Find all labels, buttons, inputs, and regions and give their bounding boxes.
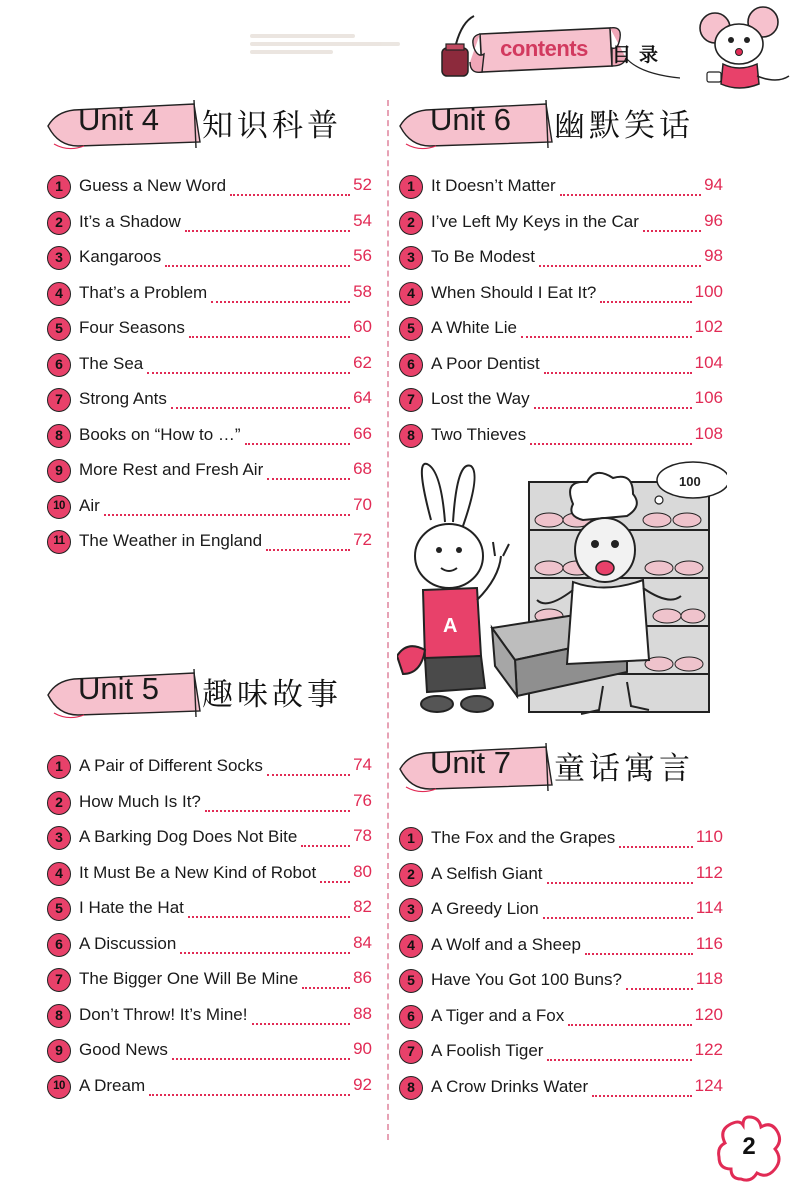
toc-entry[interactable] [47, 823, 372, 859]
dot-leader [230, 176, 350, 196]
entry-number-badge: 9 [47, 1039, 71, 1063]
entry-title: A Barking Dog Does Not Bite [79, 827, 298, 846]
entry-number-badge: 3 [47, 826, 71, 850]
toc-entry[interactable] [399, 966, 723, 1002]
toc-entry[interactable] [47, 930, 372, 966]
toc-entry[interactable] [47, 385, 372, 421]
entry-page-number: 58 [353, 281, 372, 301]
entry-title: A Selfish Giant [431, 863, 543, 883]
dot-leader [267, 756, 350, 776]
toc-entry[interactable] [399, 895, 723, 931]
toc-entry[interactable] [47, 421, 372, 457]
entry-page-number: 102 [694, 317, 723, 336]
toc-entry[interactable] [399, 421, 723, 457]
entry-page-number: 76 [353, 790, 372, 810]
dot-leader [320, 863, 350, 883]
entry-title: That’s a Problem [79, 282, 208, 302]
unit-6-list [399, 172, 723, 456]
unit-cn-title: 知识科普 [202, 108, 342, 144]
entry-number-badge: 6 [399, 1005, 423, 1029]
dot-leader [585, 935, 693, 955]
entry-number-badge: 5 [399, 317, 423, 341]
page-number: 2 [742, 1133, 756, 1160]
unit-4-list [47, 172, 372, 563]
entry-number-badge: 6 [47, 353, 71, 377]
entry-number-badge: 10 [47, 495, 71, 519]
unit-cn-title: 幽默笑话 [554, 108, 694, 144]
entry-title: Guess a New Word [79, 176, 227, 195]
dot-leader [267, 460, 350, 480]
contents-label: contents [500, 36, 588, 61]
entry-number-badge: 1 [47, 175, 71, 199]
entry-page-number: 122 [694, 1040, 723, 1059]
entry-title: Four Seasons [79, 318, 185, 337]
toc-entry[interactable] [399, 931, 723, 967]
toc-entry[interactable] [399, 860, 723, 896]
entry-number-badge: 1 [47, 755, 71, 779]
toc-entry[interactable] [399, 1002, 723, 1038]
entry-number-badge: 5 [399, 969, 423, 993]
dot-leader [147, 354, 350, 374]
entry-title: The Fox and the Grapes [431, 828, 616, 847]
entry-title: Kangaroos [79, 247, 162, 266]
dot-leader [172, 1040, 350, 1060]
entry-page-number: 120 [694, 1004, 723, 1024]
entry-title: I Hate the Hat [79, 898, 184, 917]
toc-entry[interactable] [47, 243, 372, 279]
entry-page-number: 88 [353, 1003, 372, 1023]
toc-entry[interactable] [47, 965, 372, 1001]
entry-page-number: 74 [353, 755, 372, 774]
entry-title: A Foolish Tiger [431, 1041, 544, 1060]
dot-leader [171, 389, 350, 409]
entry-number-badge: 7 [47, 388, 71, 412]
toc-entry[interactable] [47, 894, 372, 930]
dot-leader [266, 531, 350, 551]
entry-title: A Poor Dentist [431, 353, 540, 373]
toc-entry[interactable] [399, 243, 723, 279]
dot-leader [252, 1005, 351, 1025]
dot-leader [521, 318, 692, 338]
dot-leader [539, 247, 701, 267]
unit-7-list [399, 824, 723, 1108]
entry-page-number: 52 [353, 175, 372, 194]
entry-page-number: 108 [694, 423, 723, 443]
entry-page-number: 62 [353, 352, 372, 372]
entry-title: It Must Be a New Kind of Robot [79, 862, 317, 882]
unit-5-list [47, 752, 372, 1107]
entry-title: Strong Ants [79, 389, 167, 408]
unit-cn-title: 趣味故事 [202, 677, 342, 713]
thought-bubble-text: 100 [679, 474, 701, 489]
entry-title: It’s a Shadow [79, 211, 181, 231]
dot-leader [643, 212, 701, 232]
entry-title: To Be Modest [431, 247, 535, 266]
toc-entry[interactable] [47, 752, 372, 788]
entry-page-number: 86 [353, 968, 372, 987]
dot-leader [104, 496, 350, 516]
dot-leader [211, 283, 350, 303]
rabbit-shirt-letter: A [443, 615, 458, 637]
toc-entry[interactable] [399, 208, 723, 244]
chef-and-rabbit-illustration [397, 460, 727, 730]
entry-page-number: 96 [704, 210, 723, 230]
contents-cn-label: 目录 [612, 44, 667, 66]
toc-entry[interactable] [47, 527, 372, 563]
toc-entry[interactable] [399, 350, 723, 386]
dot-leader [301, 827, 350, 847]
toc-entry[interactable] [47, 314, 372, 350]
dot-leader [560, 176, 701, 196]
dot-leader [530, 425, 692, 445]
unit-6-header [396, 94, 726, 150]
entry-page-number: 106 [694, 388, 723, 407]
entry-title: Lost the Way [431, 389, 530, 408]
toc-entry[interactable] [47, 788, 372, 824]
entry-number-badge: 8 [47, 1004, 71, 1028]
dot-leader [189, 318, 350, 338]
entry-page-number: 98 [704, 246, 723, 265]
toc-entry[interactable] [47, 492, 372, 528]
entry-title: The Weather in England [79, 531, 263, 550]
entry-page-number: 56 [353, 246, 372, 265]
dot-leader [188, 898, 350, 918]
dot-leader [592, 1077, 692, 1097]
entry-number-badge: 1 [399, 827, 423, 851]
column-divider [387, 100, 389, 1140]
dot-leader [626, 970, 693, 990]
entry-number-badge: 4 [399, 934, 423, 958]
entry-number-badge: 8 [399, 1076, 423, 1100]
entry-title: The Bigger One Will Be Mine [79, 969, 299, 988]
toc-entry[interactable] [399, 824, 723, 860]
entry-page-number: 64 [353, 388, 372, 407]
dot-leader [547, 1041, 691, 1061]
dot-leader [600, 283, 691, 303]
entry-number-badge: 3 [399, 898, 423, 922]
entry-page-number: 110 [695, 827, 723, 846]
unit-7-header [396, 737, 726, 793]
entry-title: Have You Got 100 Buns? [431, 970, 622, 989]
toc-entry[interactable] [47, 279, 372, 315]
entry-title: More Rest and Fresh Air [79, 460, 264, 479]
dot-leader [534, 389, 692, 409]
entry-number-badge: 4 [399, 282, 423, 306]
entry-number-badge: 3 [47, 246, 71, 270]
dot-leader [543, 899, 693, 919]
entry-title: Two Thieves [431, 424, 527, 444]
unit-label: Unit 4 [78, 102, 159, 137]
entry-page-number: 78 [353, 826, 372, 845]
entry-page-number: 72 [353, 530, 372, 549]
entry-page-number: 104 [694, 352, 723, 372]
toc-entry[interactable] [399, 1037, 723, 1073]
entry-page-number: 84 [353, 932, 372, 952]
entry-number-badge: 8 [47, 424, 71, 448]
entry-title: A Tiger and a Fox [431, 1005, 565, 1025]
entry-page-number: 66 [353, 423, 372, 443]
entry-number-badge: 7 [47, 968, 71, 992]
toc-entry[interactable] [399, 385, 723, 421]
entry-number-badge: 6 [399, 353, 423, 377]
entry-number-badge: 11 [47, 530, 71, 554]
entry-page-number: 82 [353, 897, 372, 916]
entry-page-number: 90 [353, 1039, 372, 1058]
entry-title: A Discussion [79, 933, 177, 953]
toc-entry[interactable] [399, 1073, 723, 1109]
entry-page-number: 94 [704, 175, 723, 194]
entry-page-number: 60 [353, 317, 372, 336]
entry-title: A Greedy Lion [431, 899, 539, 918]
entry-page-number: 80 [353, 861, 372, 881]
entry-title: Books on “How to …” [79, 424, 241, 444]
toc-entry[interactable] [47, 1072, 372, 1108]
toc-entry[interactable] [47, 859, 372, 895]
entry-title: Don’t Throw! It’s Mine! [79, 1004, 248, 1024]
entry-number-badge: 2 [399, 863, 423, 887]
entry-title: It Doesn’t Matter [431, 176, 556, 195]
entry-title: A White Lie [431, 318, 517, 337]
entry-number-badge: 2 [399, 211, 423, 235]
entry-page-number: 114 [695, 898, 723, 917]
entry-page-number: 112 [695, 862, 723, 882]
entry-page-number: 68 [353, 459, 372, 478]
entry-number-badge: 1 [399, 175, 423, 199]
entry-page-number: 70 [353, 494, 372, 514]
entry-number-badge: 3 [399, 246, 423, 270]
dot-leader [302, 969, 350, 989]
dot-leader [149, 1076, 350, 1096]
toc-entry[interactable] [47, 456, 372, 492]
contents-banner [440, 14, 690, 84]
entry-page-number: 116 [695, 933, 723, 953]
unit-cn-title: 童话寓言 [554, 751, 694, 787]
entry-page-number: 54 [353, 210, 372, 230]
entry-page-number: 118 [695, 969, 723, 988]
dot-leader [180, 934, 350, 954]
entry-title: Good News [79, 1040, 168, 1059]
entry-title: I’ve Left My Keys in the Car [431, 211, 639, 231]
entry-page-number: 92 [353, 1074, 372, 1094]
unit-4-header [44, 94, 374, 150]
entry-title: When Should I Eat It? [431, 282, 597, 302]
faded-background-text [250, 30, 400, 60]
dot-leader [245, 425, 351, 445]
entry-page-number: 100 [694, 281, 723, 301]
entry-number-badge: 4 [47, 862, 71, 886]
toc-entry[interactable] [47, 350, 372, 386]
entry-number-badge: 5 [47, 897, 71, 921]
entry-title: Air [79, 495, 100, 515]
entry-number-badge: 2 [47, 211, 71, 235]
dot-leader [185, 212, 350, 232]
entry-title: A Pair of Different Socks [79, 756, 263, 775]
unit-label: Unit 5 [78, 671, 159, 706]
entry-number-badge: 9 [47, 459, 71, 483]
dot-leader [619, 828, 693, 848]
toc-entry[interactable] [47, 172, 372, 208]
entry-number-badge: 10 [47, 1075, 71, 1099]
entry-title: The Sea [79, 353, 144, 373]
unit-label: Unit 6 [430, 102, 511, 137]
dot-leader [544, 354, 692, 374]
toc-entry[interactable] [47, 1001, 372, 1037]
entry-number-badge: 6 [47, 933, 71, 957]
entry-number-badge: 7 [399, 1040, 423, 1064]
dot-leader [205, 792, 350, 812]
dot-leader [165, 247, 350, 267]
entry-number-badge: 4 [47, 282, 71, 306]
entry-number-badge: 7 [399, 388, 423, 412]
entry-title: How Much Is It? [79, 791, 201, 811]
unit-label: Unit 7 [430, 745, 511, 780]
unit-5-header [44, 663, 374, 719]
entry-title: A Wolf and a Sheep [431, 934, 581, 954]
mouse-mascot-icon [693, 6, 793, 96]
toc-entry[interactable] [399, 314, 723, 350]
toc-entry[interactable] [399, 172, 723, 208]
toc-entry[interactable] [399, 279, 723, 315]
entry-title: A Crow Drinks Water [431, 1076, 589, 1096]
dot-leader [568, 1006, 691, 1026]
toc-entry[interactable] [47, 208, 372, 244]
entry-number-badge: 5 [47, 317, 71, 341]
entry-page-number: 124 [694, 1075, 723, 1095]
entry-title: A Dream [79, 1075, 146, 1095]
entry-number-badge: 8 [399, 424, 423, 448]
dot-leader [547, 864, 693, 884]
page-number-badge [713, 1113, 785, 1185]
entry-number-badge: 2 [47, 791, 71, 815]
toc-entry[interactable] [47, 1036, 372, 1072]
